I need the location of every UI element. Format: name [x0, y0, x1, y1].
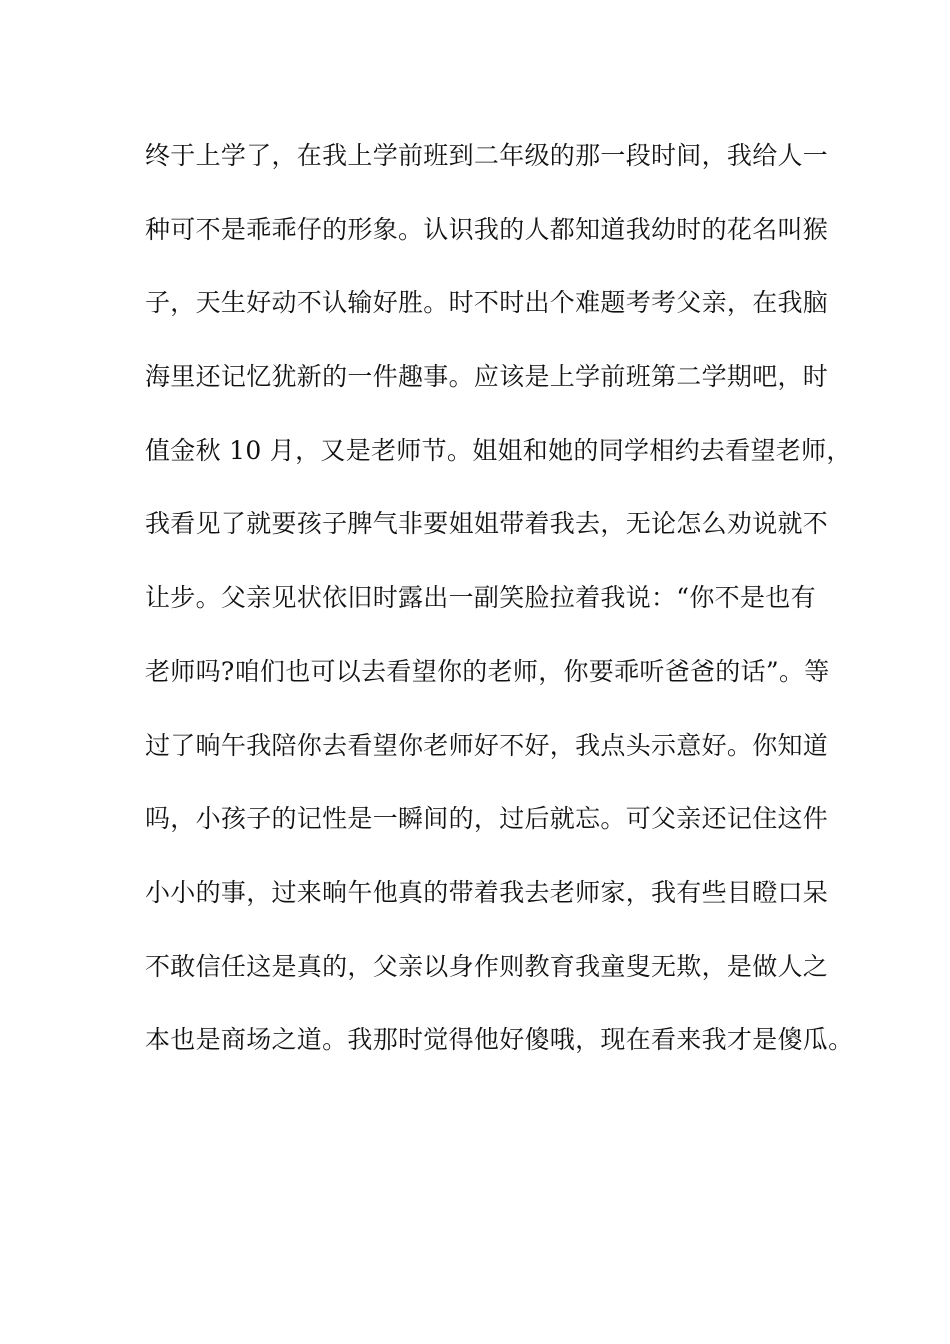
text-line: 我看见了就要孩子脾气非要姐姐带着我去，无论怎么劝说就不 — [145, 509, 829, 539]
text-line: 小小的事，过来晌午他真的带着我去老师家，我有些目瞪口呆 — [145, 877, 829, 907]
text-line: 让步。父亲见状依旧时露出一副笑脸拉着我说：“你不是也有 — [145, 583, 816, 613]
text-line: 本也是商场之道。我那时觉得他好傻哦，现在看来我才是傻瓜。 — [145, 1025, 854, 1055]
text-line: 吗，小孩子的记性是一瞬间的，过后就忘。可父亲还记住这件 — [145, 804, 829, 834]
text-line: 不敢信任这是真的，父亲以身作则教育我童叟无欺，是做人之 — [145, 951, 829, 981]
text-line: 值金秋 10 月，又是老师节。姐姐和她的同学相约去看望老师， — [145, 435, 852, 465]
text-line: 老师吗?咱们也可以去看望你的老师，你要乖听爸爸的话”。等 — [145, 656, 830, 686]
text-line: 子，天生好动不认输好胜。时不时出个难题考考父亲，在我脑 — [145, 288, 829, 318]
text-line: 终于上学了，在我上学前班到二年级的那一段时间，我给人一 — [145, 141, 829, 170]
body-paragraph — [145, 128, 854, 1086]
text-line: 过了晌午我陪你去看望你老师好不好，我点头示意好。你知道 — [145, 730, 829, 760]
text-line: 种可不是乖乖仔的形象。认识我的人都知道我幼时的花名叫猴 — [145, 214, 829, 244]
text-line: 海里还记忆犹新的一件趣事。应该是上学前班第二学期吧，时 — [145, 362, 829, 392]
